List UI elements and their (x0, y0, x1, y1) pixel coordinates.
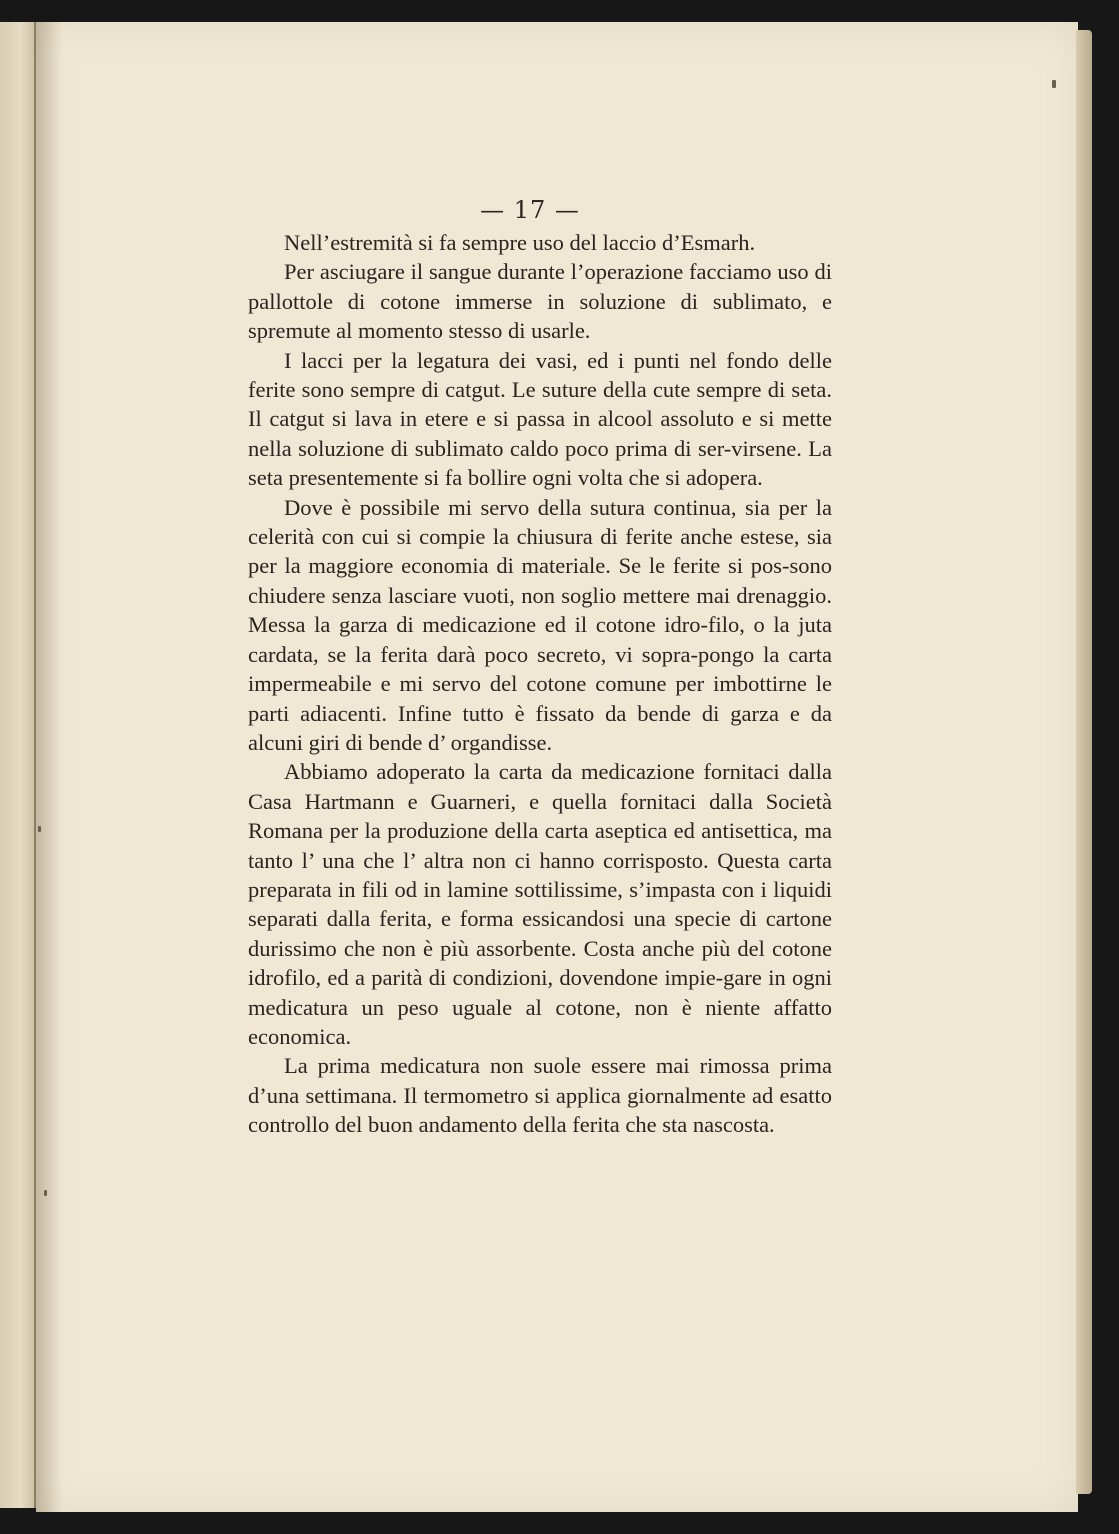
paragraph: Per asciugare il sangue durante l’operazione facciamo uso di pallottole di cotone immerse in soluzione di sublimato, e spremute al momento stesso di usarle. (248, 259, 832, 344)
page-gutter-shadow (36, 22, 62, 1512)
body-text (248, 228, 832, 1140)
paper-speck (44, 1190, 47, 1196)
page-number: — 17 — (480, 196, 580, 224)
paragraph: La prima medicatura non suole essere mai rimossa prima d’una settimana. Il termometro si applica giornalmente ad esatto controllo del buon andamento della ferita che sta nascosta. (248, 1053, 832, 1138)
paragraph: Dove è possibile mi servo della sutura continua, sia per la celerità con cui si compie la chiusura di ferite anche estese, sia per la maggiore economia di materiale. Se le ferite si pos-sono chiudere senza lasciare vuoti, non soglio mettere mai drenaggio. Messa la garza di medicazione ed il cotone idro-filo, o la juta cardata, se la ferita darà poco secreto, vi sopra-pongo la carta impermeabile e mi servo del cotone comune per imbottirne le parti adiacenti. Infine tutto è fissato da bende di garza e da alcuni giri di bende d’ organdisse. (248, 494, 832, 755)
left-page-edge (0, 22, 36, 1508)
paper-speck (1052, 80, 1056, 88)
paragraph: Nell’estremità si fa sempre uso del laccio d’Esmarh. (284, 230, 756, 255)
paragraph: I lacci per la legatura dei vasi, ed i punti nel fondo delle ferite sono sempre di catgut. Le suture della cute sempre di seta. Il catgut si lava in etere e si passa in alcool assoluto e si mette nella soluzione di sublimato caldo poco prima di ser-virsene. La seta presentemente si fa bollire ogni volta che si adopera. (248, 347, 832, 491)
paper-speck (38, 826, 41, 832)
page-right-edge (1076, 30, 1092, 1494)
paragraph: Abbiamo adoperato la carta da medicazione fornitaci dalla Casa Hartmann e Guarneri, e quella fornitaci dalla Società Romana per la produzione della carta aseptica ed antisettica, ma tanto l’ una che l’ altra non ci hanno corrisposto. Questa carta preparata in fili od in lamine sottilissime, s’impasta con i liquidi separati dalla ferita, e forma essicandosi una specie di cartone durissimo che non è più assorbente. Costa anche più del cotone idrofilo, ed a parità di condizioni, dovendone impie-gare in ogni medicatura un peso uguale al cotone, non è niente affatto economica. (248, 759, 832, 1049)
